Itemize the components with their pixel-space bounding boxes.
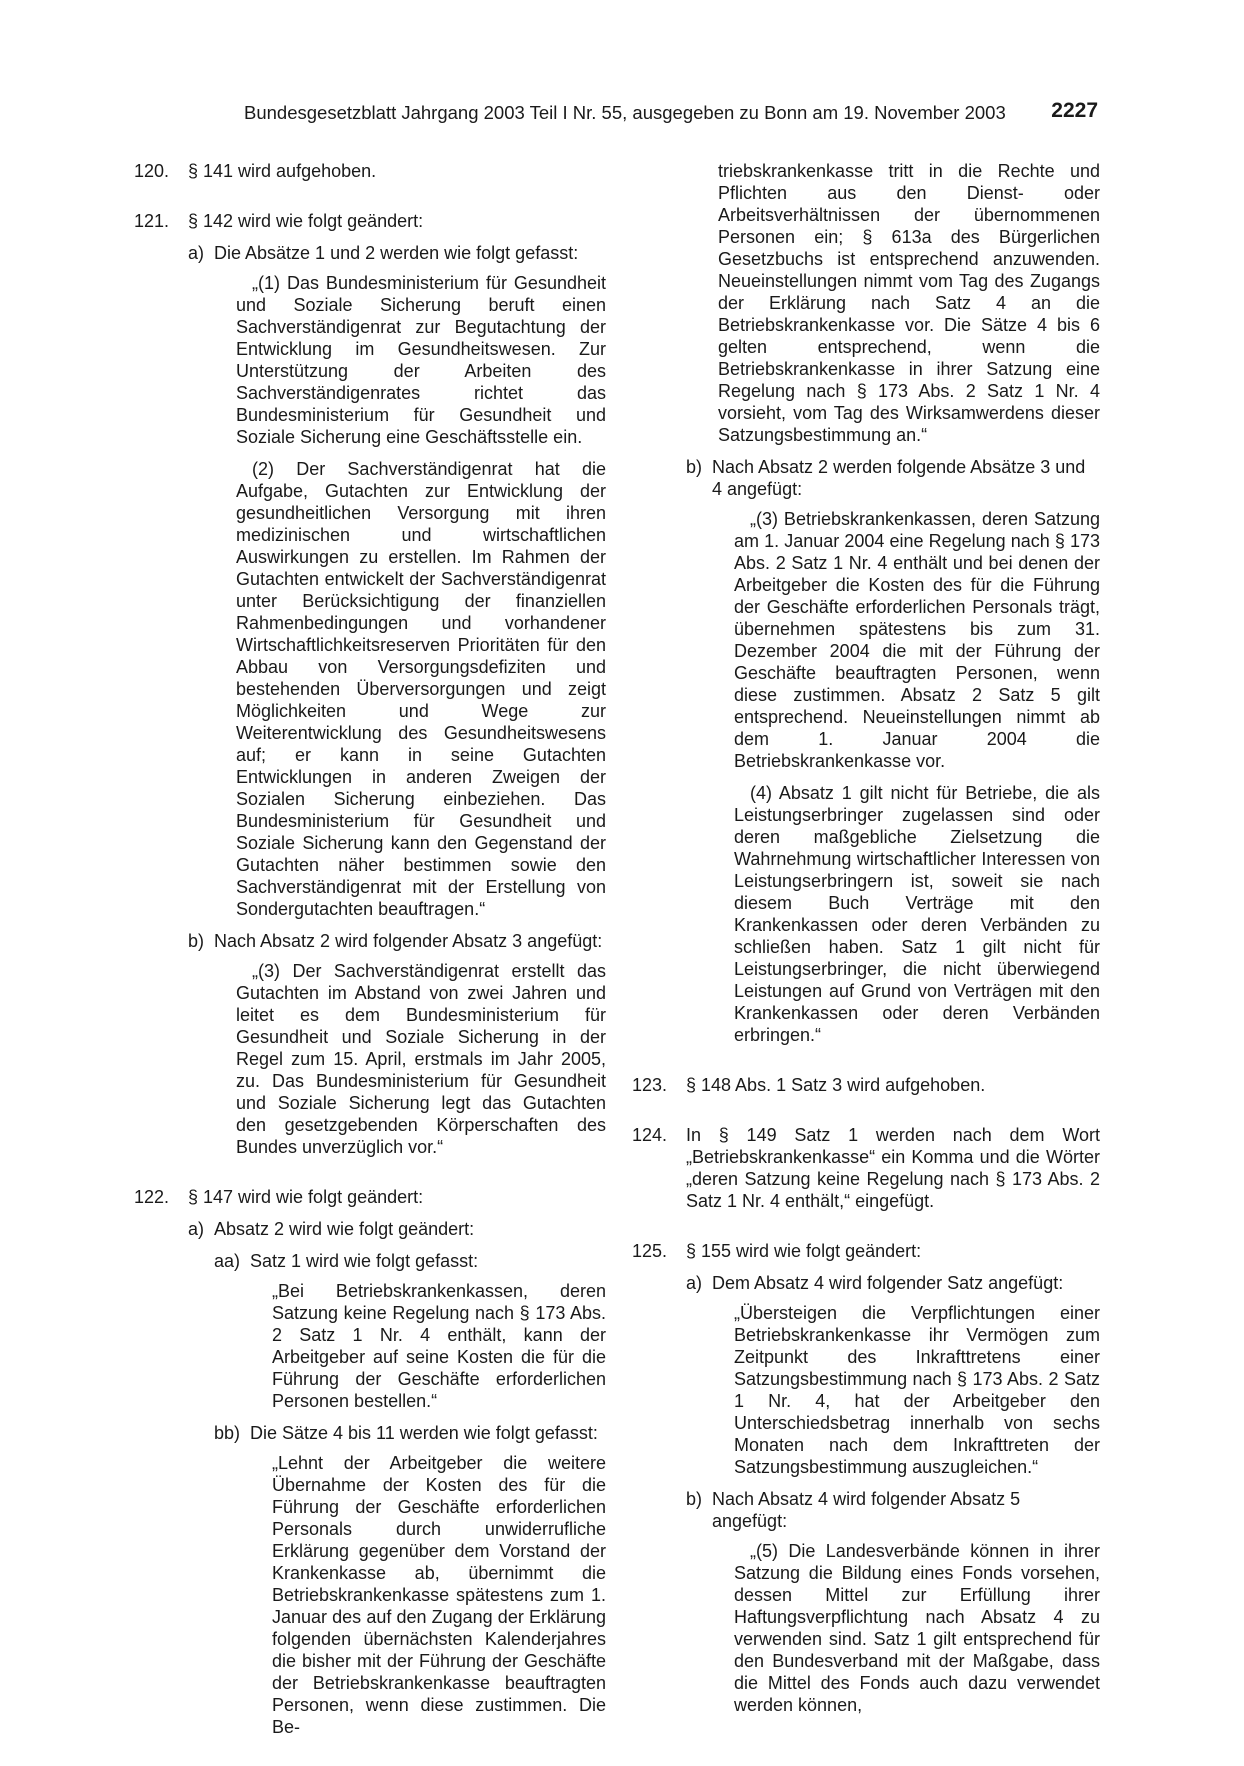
quote-paragraph: (4) Absatz 1 gilt nicht für Betriebe, die als Leistungserbringer zugelassen sind oder deren maßgebliche Zielsetzung die Wahrnehmung wirtschaftlicher Interessen von Leistungserbringern ist, soweit sie nach diesem Buch Verträge mit den Krankenkassen oder deren Verbänden zu schließen haben. Satz 1 gilt nicht für Leistungserbringer, die nicht überwiegend Leistungen auf Grund von Verträgen mit den Krankenkassen oder deren Verbänden erbringen.“ — [734, 783, 1100, 1045]
quote-paragraph: „(3) Betriebskrankenkassen, deren Satzung am 1. Januar 2004 eine Regelung nach § 173 Abs. 2 Satz 1 Nr. 4 enthält und bei denen der Arbeitgeber die Kosten des für die Führung der Geschäfte erforderlichen Personals trägt, übernehmen spätestens bis zum 31. Dezember 2004 die mit der Führung der Geschäfte beauftragten Personen, wenn diese zustimmen. Absatz 2 Satz 5 gilt entsprechend. Neueinstellungen nimmt ab dem 1. Januar 2004 die Betriebskrankenkasse vor. — [734, 509, 1100, 771]
sub-label: b) — [686, 1489, 703, 1509]
sub-sub-text: Die Sätze 4 bis 11 werden wie folgt gefasst: — [250, 1423, 598, 1443]
item-title: § 141 wird aufgehoben. — [188, 161, 377, 181]
sub-label: a) — [188, 1219, 205, 1239]
page-number: 2227 — [1051, 99, 1098, 122]
item-number: 125. — [632, 1241, 668, 1261]
quote-paragraph: „Lehnt der Arbeitgeber die weitere Übernahme der Kosten des für die Führung der Geschäfte erforderlichen Personals durch unwiderrufliche Erklärung gegenüber dem Vorstand der Krankenkasse ab, übernimmt die Betriebskrankenkasse spätestens zum 1. Januar des auf den Zugang der Erklärung folgenden übernächsten Kalenderjahres die bisher mit der Führung der Geschäfte der Betriebskrankenkasse beauftragten Personen, wenn diese zustimmen. Die Be- — [272, 1453, 606, 1737]
sub-item-a — [686, 1272, 1100, 1478]
sub-label: a) — [686, 1273, 703, 1293]
item-number: 123. — [632, 1075, 668, 1095]
quote-paragraph: „(5) Die Landesverbände können in ihrer Satzung die Bildung eines Fonds vorsehen, dessen Mittel zur Erfüllung ihrer Haftungsverpflichtung nach Absatz 4 zu verwenden sind. Satz 1 gilt entsprechend für den Bundesverband mit der Maßgabe, dass die Mittel des Fonds auch dazu verwendet werden können, — [734, 1541, 1100, 1715]
item-125 — [632, 1240, 1100, 1716]
sub-text: Absatz 2 wird wie folgt geändert: — [214, 1219, 475, 1239]
sub-label: b) — [686, 457, 703, 477]
item-title: § 147 wird wie folgt geändert: — [188, 1187, 424, 1207]
item-124 — [632, 1124, 1100, 1212]
quote-paragraph: „(3) Der Sachverständigenrat erstellt das Gutachten im Abstand von zwei Jahren und leitet es dem Bundesministerium für Gesundheit und Soziale Sicherung in der Regel zum 15. April, erstmals im Jahr 2005, zu. Das Bundesministerium für Gesundheit und Soziale Sicherung legt das Gutachten den gesetzgebenden Körperschaften des Bundes unverzüglich vor.“ — [236, 961, 606, 1157]
quote-paragraph: „(1) Das Bundesministerium für Gesundheit und Soziale Sicherung beruft einen Sachverständigenrat zur Begutachtung der Entwicklung im Gesundheitswesen. Zur Unterstützung der Arbeiten des Sachverständigenrates richtet das Bundesministerium für Gesundheit und Soziale Sicherung eine Geschäftsstelle ein. — [236, 273, 606, 447]
page-header — [0, 99, 1244, 128]
sub-sub-label: aa) — [214, 1251, 241, 1271]
amendment-quote — [236, 960, 606, 1158]
sub-sub-item-bb — [214, 1422, 606, 1738]
sub-item-a — [188, 242, 606, 920]
amendment-quote — [734, 1302, 1100, 1478]
item-121 — [134, 210, 606, 1158]
left-column — [134, 160, 606, 1766]
quote-paragraph: (2) Der Sachverständigenrat hat die Aufgabe, Gutachten zur Entwicklung der gesundheitlichen Versorgung mit ihren medizinischen und wirtschaftlichen Auswirkungen zu erstellen. Im Rahmen der Gutachten entwickelt der Sachverständigenrat unter Berücksichtigung der finanziellen Rahmenbedingungen und vorhandener Wirtschaftlichkeitsreserven Prioritäten für den Abbau von Versorgungsdefiziten und bestehenden Überversorgungen und zeigt Möglichkeiten und Wege zur Weiterentwicklung des Gesundheitswesens auf; er kann in seine Gutachten Entwicklungen in anderen Zweigen der Sozialen Sicherung einbeziehen. Das Bundesministerium für Gesundheit und Soziale Sicherung kann den Gegenstand der Gutachten näher bestimmen sowie den Sachverständigenrat mit der Erstellung von Sondergutachten beauftragen.“ — [236, 459, 606, 919]
item-122-continued — [632, 456, 1100, 1046]
amendment-quote — [734, 508, 1100, 1046]
item-122 — [134, 1186, 606, 1738]
sub-item-b — [686, 456, 1100, 1046]
amendment-quote — [236, 272, 606, 920]
item-number: 120. — [134, 161, 170, 181]
sub-text: Nach Absatz 2 werden folgende Absätze 3 und 4 angefügt: — [712, 457, 1086, 499]
sub-item-b — [188, 930, 606, 1158]
sub-sub-item-aa — [214, 1250, 606, 1412]
right-column — [632, 160, 1100, 1744]
continued-quote: triebskrankenkasse tritt in die Rechte und Pflichten aus den Dienst- oder Arbeitsverhältnissen der übernommenen Personen ein; § 613a des Bürgerlichen Gesetzbuchs ist entsprechend anzuwenden. Neueinstellungen nimmt vom Tag des Zugangs der Erklärung nach Satz 4 an die Betriebskrankenkasse vor. Die Sätze 4 bis 6 gelten entsprechend, wenn die Betriebskrankenkasse in ihrer Satzung eine Regelung nach § 173 Abs. 2 Satz 1 Nr. 4 vorsieht, vom Tag des Wirksamwerdens dieser Satzungsbestimmung an.“ — [718, 161, 1100, 445]
sub-text: Dem Absatz 4 wird folgender Satz angefügt: — [712, 1273, 1064, 1293]
sub-sub-label: bb) — [214, 1423, 241, 1443]
sub-item-b — [686, 1488, 1100, 1716]
sub-sub-text: Satz 1 wird wie folgt gefasst: — [250, 1251, 479, 1271]
sub-text: Die Absätze 1 und 2 werden wie folgt gefasst: — [214, 243, 579, 263]
sub-label: b) — [188, 931, 205, 951]
item-title: In § 149 Satz 1 werden nach dem Wort „Betriebskrankenkasse“ ein Komma und die Wörter „deren Satzung keine Regelung nach § 173 Abs. 2 Satz 1 Nr. 4 enthält,“ eingefügt. — [686, 1125, 1100, 1211]
item-title: § 148 Abs. 1 Satz 3 wird aufgehoben. — [686, 1075, 986, 1095]
item-number: 124. — [632, 1125, 668, 1145]
amendment-quote — [272, 1452, 606, 1738]
sub-text: Nach Absatz 4 wird folgender Absatz 5 angefügt: — [712, 1489, 1021, 1531]
item-title: § 142 wird wie folgt geändert: — [188, 211, 424, 231]
sub-text: Nach Absatz 2 wird folgender Absatz 3 angefügt: — [214, 931, 603, 951]
sub-label: a) — [188, 243, 205, 263]
running-header: Bundesgesetzblatt Jahrgang 2003 Teil I Nr. 55, ausgegeben zu Bonn am 19. November 2003 — [244, 102, 1006, 123]
quote-paragraph: „Bei Betriebskrankenkassen, deren Satzung keine Regelung nach § 173 Abs. 2 Satz 1 Nr. 4 enthält, kann der Arbeitgeber auf seine Kosten die für die Führung der Geschäfte erforderlichen Personen bestellen.“ — [272, 1281, 606, 1411]
item-number: 121. — [134, 211, 170, 231]
item-120 — [134, 160, 606, 182]
sub-item-a — [188, 1218, 606, 1738]
amendment-quote — [734, 1540, 1100, 1716]
quote-paragraph: „Übersteigen die Verpflichtungen einer Betriebskrankenkasse ihr Vermögen zum Zeitpunkt des Inkrafttretens einer Satzungsbestimmung nach § 173 Abs. 2 Satz 1 Nr. 4, hat der Arbeitgeber den Unterschiedsbetrag innerhalb von sechs Monaten nach dem Inkrafttreten der Satzungsbestimmung auszugleichen.“ — [734, 1303, 1100, 1477]
amendment-quote — [272, 1280, 606, 1412]
item-123 — [632, 1074, 1100, 1096]
item-title: § 155 wird wie folgt geändert: — [686, 1241, 922, 1261]
item-number: 122. — [134, 1187, 170, 1207]
